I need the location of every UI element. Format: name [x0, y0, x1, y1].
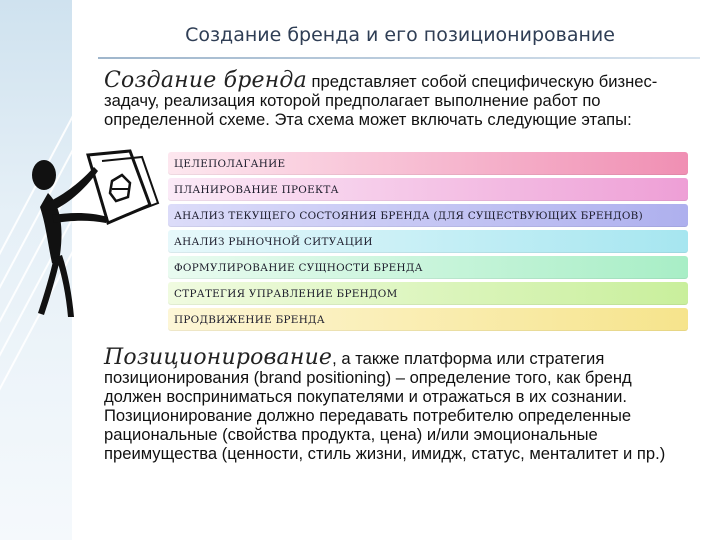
- stage-label: АНАЛИЗ РЫНОЧНОЙ СИТУАЦИИ: [174, 235, 373, 248]
- stage-item-1: [168, 152, 688, 175]
- title-underline: [98, 57, 700, 59]
- brand-creation-text-line1: представляет собой специфическую бизнес-: [306, 72, 658, 91]
- stage-label: ЦЕЛЕПОЛАГАНИЕ: [174, 157, 286, 170]
- brand-stages-list: [168, 152, 688, 334]
- stage-label: ПЛАНИРОВАНИЕ ПРОЕКТА: [174, 183, 339, 196]
- stage-item-2: [168, 178, 688, 201]
- sign-board-icon: [88, 151, 150, 223]
- brand-creation-paragraph: [104, 68, 694, 129]
- positioning-term: Позиционирование: [104, 345, 333, 370]
- brand-creation-text: задачу, реализация которой предполагает выполнение работ по определенной схеме. Эта схема может включать следующие этапы:: [104, 91, 632, 129]
- stage-label: ФОРМУЛИРОВАНИЕ СУЩНОСТИ БРЕНДА: [174, 261, 423, 274]
- figure-head-icon: [32, 160, 56, 190]
- stage-item-6: [168, 282, 688, 305]
- slide-title: Создание бренда и его позиционирование: [185, 24, 615, 46]
- stage-item-3: [168, 204, 688, 227]
- stage-label: АНАЛИЗ ТЕКУЩЕГО СОСТОЯНИЯ БРЕНДА (ДЛЯ СУЩЕСТВУЮЩИХ БРЕНДОВ): [174, 209, 643, 222]
- stage-item-5: [168, 256, 688, 279]
- brand-creation-term: Создание бренда: [104, 68, 307, 93]
- stage-item-4: [168, 230, 688, 253]
- stage-label: СТРАТЕГИЯ УПРАВЛЕНИЕ БРЕНДОМ: [174, 287, 398, 300]
- positioning-paragraph: [104, 345, 694, 463]
- positioning-text: , а также платформа или стратегия позиционирования (brand positioning) – определение того, как бренд должен восприниматься покупателями и отражаться в их сознании. Позиционирование должно передавать потребителю определенные рациональные (свойства продукта, цена) и/или эмоциональные преимущества (ценности, стиль жизни, имидж, статус, менталитет и пр.): [104, 349, 666, 463]
- stage-item-7: [168, 308, 688, 331]
- stage-label: ПРОДВИЖЕНИЕ БРЕНДА: [174, 313, 325, 326]
- stick-figure-with-sign-illustration: [30, 145, 170, 325]
